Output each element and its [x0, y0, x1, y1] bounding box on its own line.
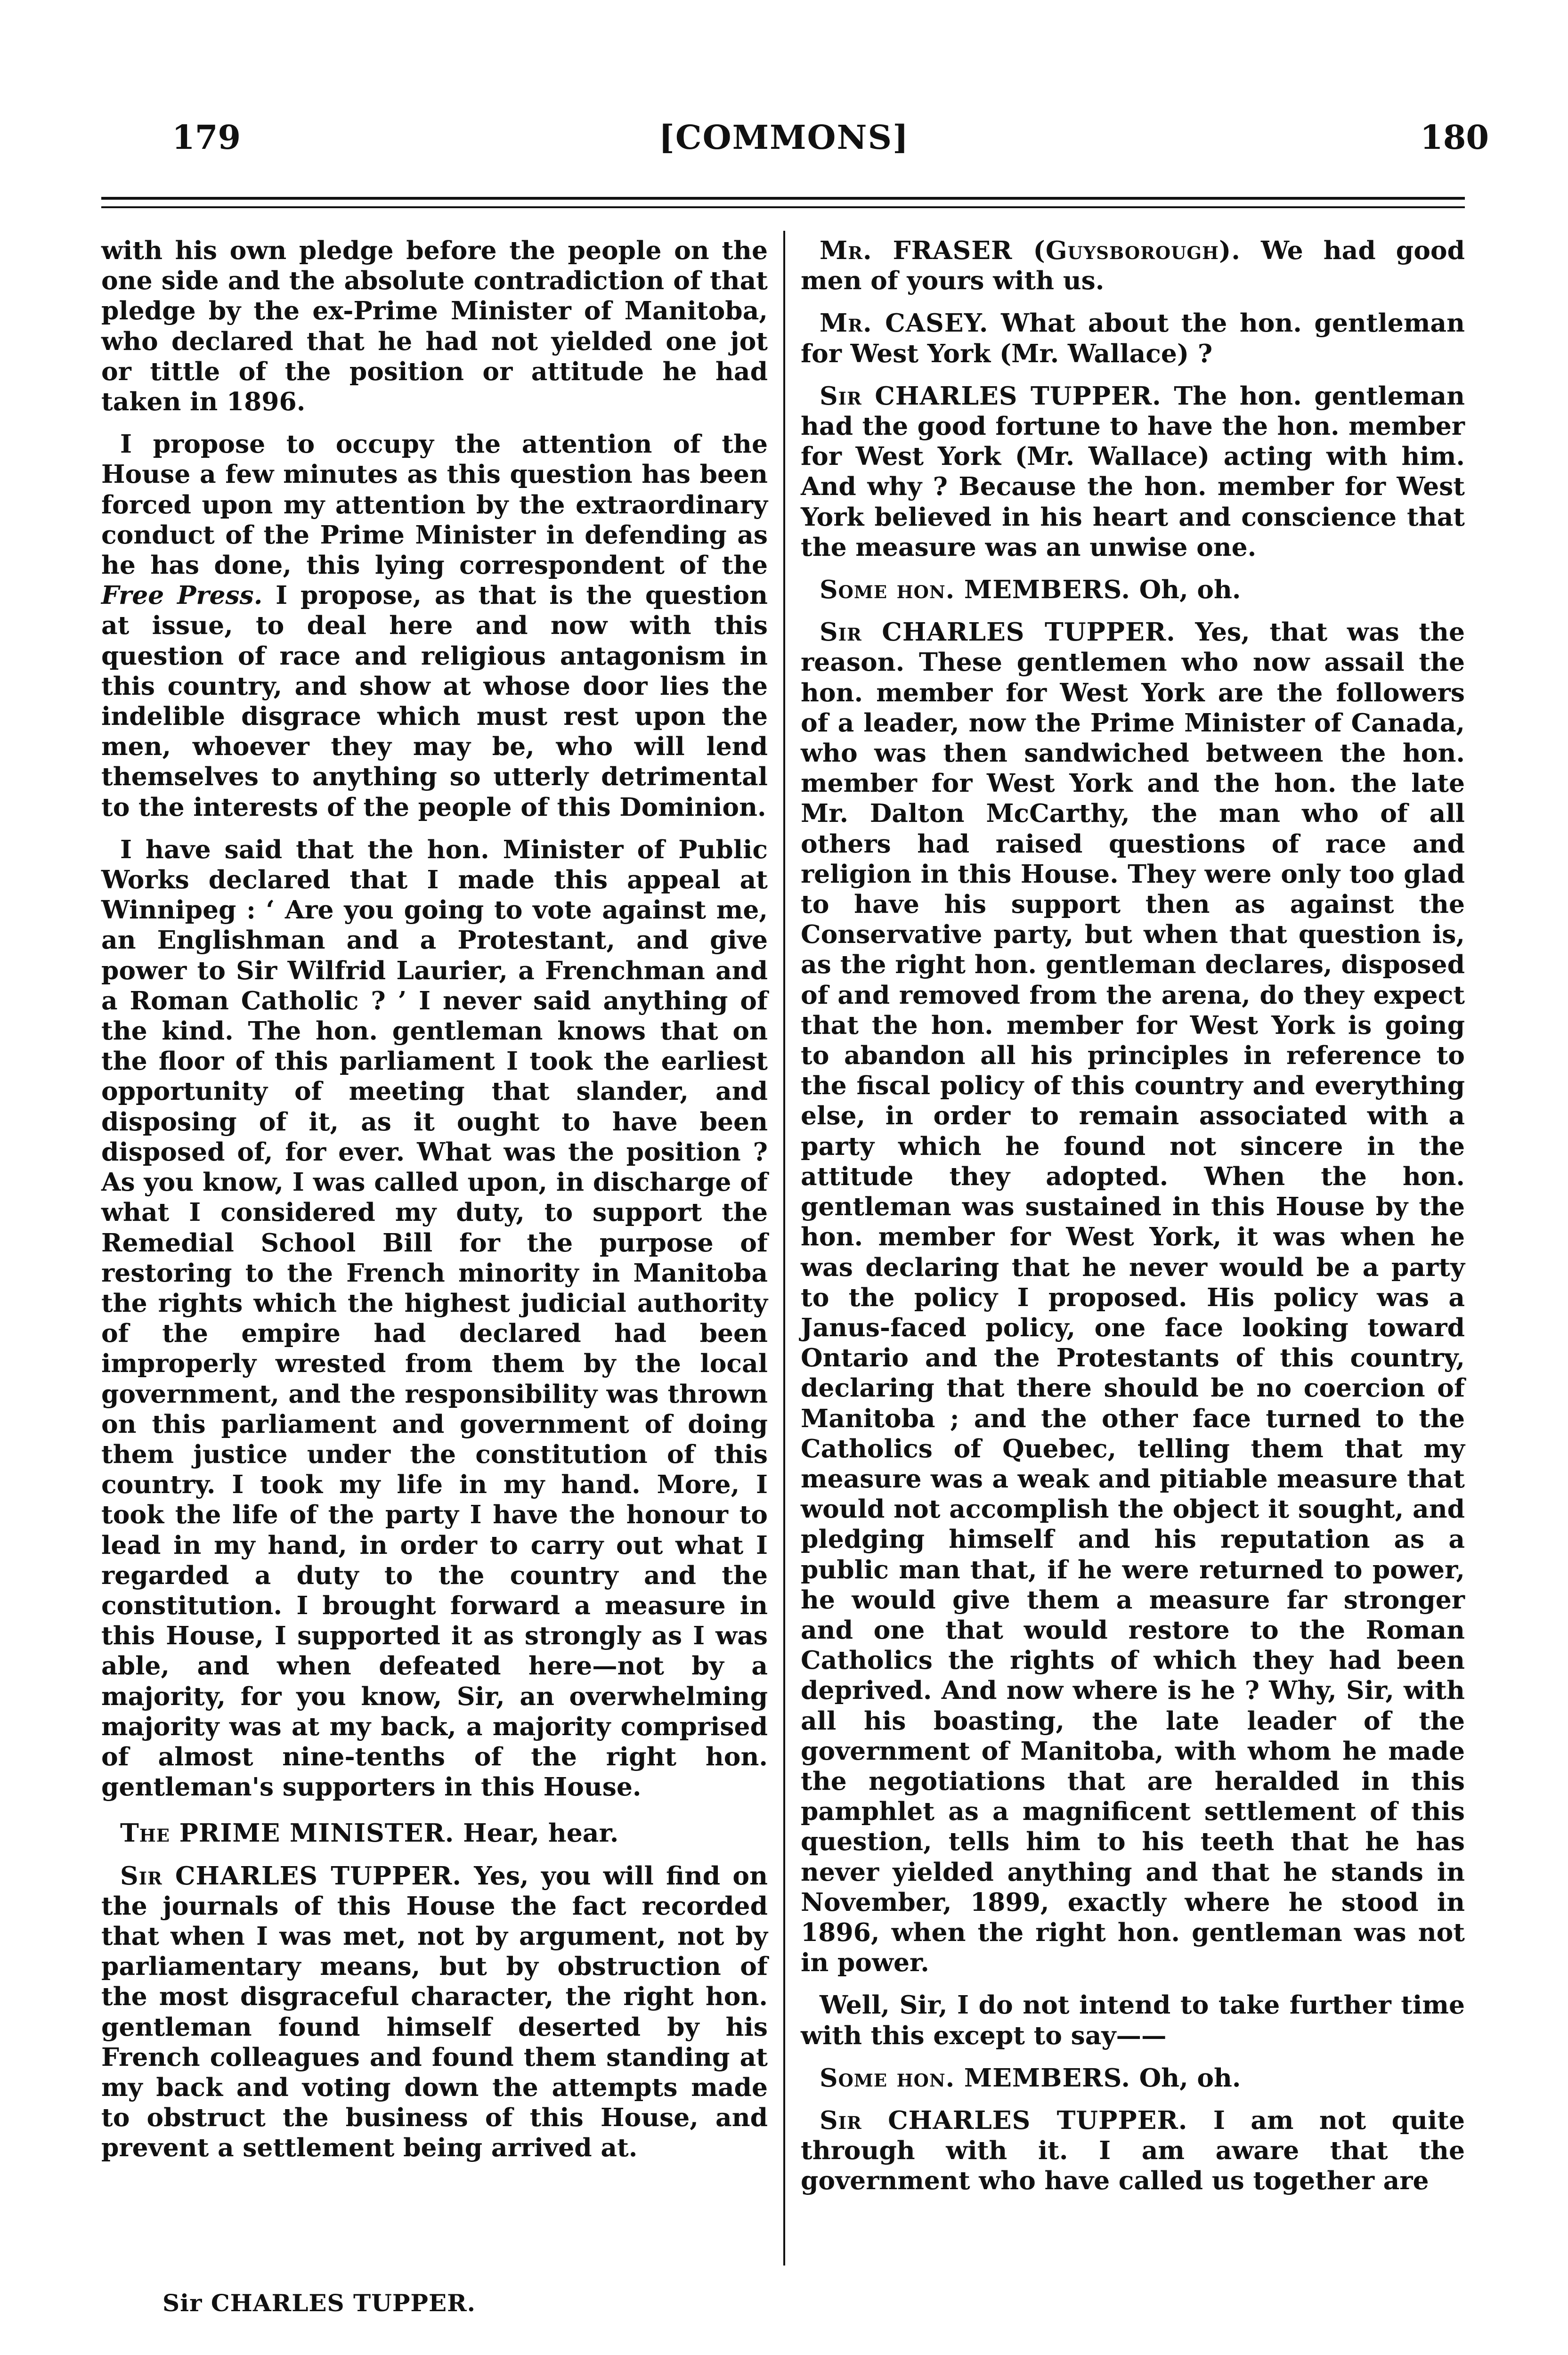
speaker-name: Some hon. MEMBERS.	[820, 2063, 1130, 2093]
speaker-name: The PRIME MINISTER.	[120, 1818, 455, 1848]
speaker-name: Mr. FRASER (Guysborough).	[820, 236, 1241, 265]
speech	[801, 308, 1465, 368]
speech-text: Yes, you will find on the journals of this House the fact recorded that when I was met, not by argument, not by parliamentary means, but by obstruction of the most disgraceful character, the right hon. gentleman found himself deserted by his French colleagues and found them standing at my back and voting down the attempts made to obstruct the business of this House, and prevent a settlement being arrived at.	[101, 1860, 768, 2163]
speaker-name: Sir CHARLES TUPPER.	[820, 381, 1162, 411]
paragraph	[101, 429, 768, 822]
header-rule-thick	[101, 197, 1465, 200]
page-number-left: 179	[172, 118, 241, 157]
speech	[801, 236, 1465, 296]
speaker-name: Sir CHARLES TUPPER.	[820, 2105, 1188, 2135]
running-title: [COMMONS]	[658, 118, 910, 157]
newspaper-title: Free Press.	[101, 580, 263, 610]
speaker-name: Some hon. MEMBERS.	[820, 575, 1130, 605]
speech-text: Hear, hear.	[454, 1818, 619, 1848]
speech-text: Oh, oh.	[1130, 575, 1241, 605]
speech-text: We had good men of yours with us.	[801, 236, 1465, 296]
speech	[801, 617, 1465, 1978]
paragraph: with his own pledge before the people on the one side and the absolute contradiction of that pledge by the ex-Prime Minister of Manitoba, who declared that he had not yielded one jot or tittle of the position or attitude he had taken in 1896.	[101, 236, 768, 417]
speaker-name: Sir CHARLES TUPPER.	[820, 617, 1176, 647]
right-column	[801, 236, 1465, 2209]
speaker-name: Mr. CASEY.	[820, 308, 989, 338]
paragraph: I have said that the hon. Minister of Public Works declared that I made this appeal at Winnipeg : ‘ Are you going to vote against me, an Englishman and a Protestant, and give power to Sir Wilfrid Laurier, a Frenchman and a Roman Catholic ? ’ I never said anything of the kind. The hon. gentleman knows that on the floor of this parliament I took the earliest opportunity of meeting that slander, and disposing of it, as it ought to have been disposed of, for ever. What was the position ? As you know, I was called upon, in discharge of what I considered my duty, to support the Remedial School Bill for the purpose of restoring to the French minority in Manitoba the rights which the highest judicial authority of the empire had declared had been improperly wrested from them by the local government, and the responsibility was thrown on this parliament and government of doing them justice under the constitution of this country. I took my life in my hand. More, I took the life of the party I have the honour to lead in my hand, in order to carry out what I regarded a duty to the country and the constitution. I brought forward a measure in this House, I supported it as strongly as I was able, and when defeated here—not by a majority, for you know, Sir, an overwhelming majority was at my back, a majority comprised of almost nine-tenths of the right hon. gentleman's supporters in this House.	[101, 834, 768, 1802]
left-column	[101, 236, 768, 2176]
paragraph: Well, Sir, I do not intend to take further time with this except to say——	[801, 1990, 1465, 2050]
speech-text: I am not quite through with it. I am aware that the government who have called us together are	[801, 2105, 1465, 2196]
speech	[801, 2063, 1465, 2093]
paragraph-text: I propose, as that is the question at issue, to deal here and now with this question of race and religious antagonism in this country, and show at whose door lies the indelible disgrace which must rest upon the men, whoever they may be, who will lend themselves to anything so utterly detrimental to the interests of the people of this Dominion.	[101, 580, 768, 822]
column-divider	[783, 231, 785, 2266]
speech-text: Yes, that was the reason. These gentlemen who now assail the hon. member for West York are the followers of a leader, now the Prime Minister of Canada, who was then sandwiched between the hon. member for West York and the hon. the late Mr. Dalton McCarthy, the man who of all others had raised questions of race and religion in this House. They were only too glad to have his support then as against the Conservative party, but when that question is, as the right hon. gentleman declares, disposed of and removed from the arena, do they expect that the hon. member for West York is going to abandon all his principles in reference to the fiscal policy of this country and everything else, in order to remain associated with a party which he found not sincere in the attitude they adopted. When the hon. gentleman was sustained in this House by the hon. member for West York, it was when he was declaring that he never would be a party to the policy I proposed. His policy was a Janus-faced policy, one face looking toward Ontario and the Protestants of this country, declaring that there should be no coercion of Manitoba ; and the other face turned to the Catholics of Quebec, telling them that my measure was a weak and pitiable measure that would not accomplish the object it sought, and pledging himself and his reputation as a public man that, if he were returned to power, he would give them a measure far stronger and one that would restore to the Roman Catholics the rights of which they had been deprived. And now where is he ? Why, Sir, with all his boasting, the late leader of the government of Manitoba, with whom he made the negotiations that are heralded in this pamphlet as a magnificent settlement of this question, tells him to his teeth that he has never yielded anything and that he stands in November, 1899, exactly where he stood in 1896, when the right hon. gentleman was not in power.	[801, 617, 1465, 1978]
speech	[801, 575, 1465, 605]
paragraph-text: I propose to occupy the attention of the House a few minutes as this question has been forced upon my attention by the extraordinary conduct of the Prime Minister in defending as he has done, this lying correspondent of the	[101, 429, 768, 580]
speech	[801, 2105, 1465, 2196]
speaker-name: Sir CHARLES TUPPER.	[120, 1860, 462, 1891]
speech	[101, 1861, 768, 2163]
speech	[801, 381, 1465, 562]
speech-text: The hon. gentleman had the good fortune to have the hon. member for West York (Mr. Wallace) acting with him. And why ? Because the hon. member for West York believed in his heart and conscience that the measure was an unwise one.	[801, 381, 1465, 562]
speech	[101, 1818, 768, 1848]
page-number-right: 180	[1420, 118, 1489, 157]
speech-text: Oh, oh.	[1130, 2063, 1241, 2093]
speech-text: What about the hon. gentleman for West York (Mr. Wallace) ?	[801, 308, 1465, 368]
footer-catchword: Sir CHARLES TUPPER.	[162, 2289, 476, 2317]
header-rule-thin	[101, 206, 1465, 208]
